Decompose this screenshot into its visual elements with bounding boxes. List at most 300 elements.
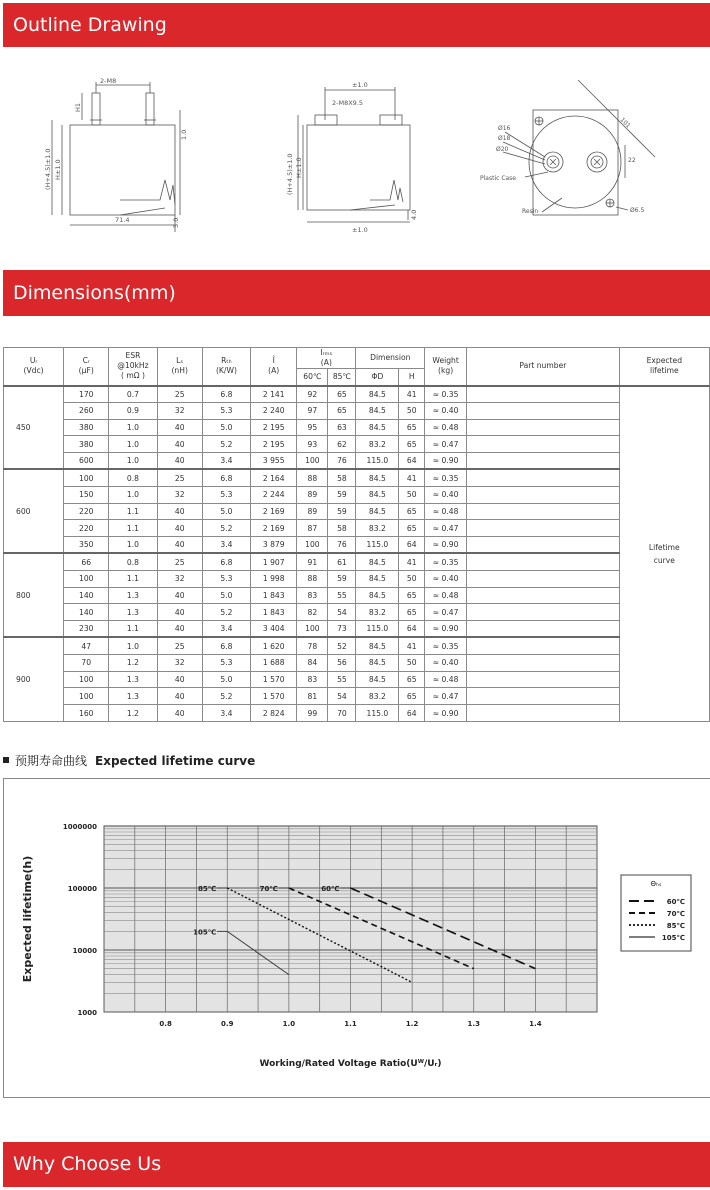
table-cell: 65	[399, 419, 425, 436]
table-cell: 25	[157, 386, 202, 403]
table-cell: 83	[297, 587, 328, 604]
table-cell: 0.8	[109, 469, 157, 486]
table-cell: 5.0	[202, 419, 250, 436]
table-cell: 40	[157, 671, 202, 688]
table-row	[4, 469, 710, 486]
header-i: Î (A)	[251, 348, 297, 386]
table-cell: 3.4	[202, 621, 250, 638]
table-cell: 84.5	[356, 553, 399, 570]
outline-drawing-side-view	[10, 60, 210, 245]
table-cell: ≈ 0.40	[425, 486, 467, 503]
legend-entry: 60℃	[666, 898, 685, 906]
table-cell: 40	[157, 621, 202, 638]
d16-label: Ø16	[498, 125, 511, 132]
table-row	[4, 503, 710, 520]
table-cell: 100	[64, 570, 109, 587]
table-row	[4, 604, 710, 621]
dimensions-table	[3, 347, 710, 722]
table-cell: 220	[64, 503, 109, 520]
table-cell-part-number	[467, 570, 620, 587]
table-cell: 63	[328, 419, 356, 436]
header-expected-lifetime: Expected lifetime	[619, 348, 709, 386]
m8-label: 2-M8	[100, 77, 117, 85]
table-cell: 40	[157, 453, 202, 470]
table-cell: 1.3	[109, 671, 157, 688]
table-cell: 1 620	[251, 637, 297, 654]
table-cell: 1.0	[109, 537, 157, 554]
lifetime-curve-heading-zh: 预期寿命曲线	[15, 754, 88, 768]
table-cell: 5.3	[202, 654, 250, 671]
table-cell: 84	[297, 654, 328, 671]
table-cell: ≈ 0.40	[425, 402, 467, 419]
lifetime-chart	[4, 779, 710, 1097]
y-tick-label: 1000	[77, 1009, 97, 1017]
table-cell: 1.0	[109, 637, 157, 654]
table-cell: ≈ 0.90	[425, 537, 467, 554]
table-cell: 78	[297, 637, 328, 654]
lifetime-chart-frame	[3, 778, 710, 1098]
table-cell: 2 164	[251, 469, 297, 486]
table-cell: 87	[297, 520, 328, 537]
table-cell-part-number	[467, 621, 620, 638]
table-cell: 1 998	[251, 570, 297, 587]
table-row	[4, 453, 710, 470]
table-row	[4, 705, 710, 722]
table-cell: 76	[328, 537, 356, 554]
h-label: H±1.0	[54, 159, 62, 180]
table-cell: 1.1	[109, 503, 157, 520]
table-cell-part-number	[467, 453, 620, 470]
table-row	[4, 419, 710, 436]
table-cell: 32	[157, 486, 202, 503]
table-cell: 3.4	[202, 453, 250, 470]
table-cell: 2 169	[251, 503, 297, 520]
table-cell: 170	[64, 386, 109, 403]
bottom-tol-label: ±1.0	[352, 226, 368, 234]
table-cell: 64	[399, 705, 425, 722]
table-cell: 160	[64, 705, 109, 722]
table-cell: 5.3	[202, 486, 250, 503]
table-cell: 59	[328, 503, 356, 520]
table-cell: 115.0	[356, 705, 399, 722]
table-cell: 260	[64, 402, 109, 419]
table-cell: 64	[399, 621, 425, 638]
table-cell: 65	[399, 604, 425, 621]
table-cell: 100	[297, 537, 328, 554]
table-cell: 2 244	[251, 486, 297, 503]
table-cell: 100	[64, 469, 109, 486]
table-cell: 55	[328, 587, 356, 604]
table-cell: 40	[157, 436, 202, 453]
table-cell: 2 240	[251, 402, 297, 419]
top-tol-label: ±1.0	[352, 81, 368, 89]
header-rth: Rₜₕ (K/W)	[202, 348, 250, 386]
table-cell: 380	[64, 436, 109, 453]
table-cell: 65	[399, 587, 425, 604]
table-cell: 1.1	[109, 570, 157, 587]
table-cell: 6.8	[202, 637, 250, 654]
table-cell: 1.3	[109, 587, 157, 604]
table-cell-part-number	[467, 503, 620, 520]
table-cell: 5.3	[202, 402, 250, 419]
header-85c: 85℃	[328, 369, 356, 386]
table-cell: 230	[64, 621, 109, 638]
table-cell: 140	[64, 604, 109, 621]
mid-h-label: H±1.0	[295, 157, 303, 178]
table-cell: 65	[399, 671, 425, 688]
table-cell: 84.5	[356, 386, 399, 403]
bottom-label: 5.0	[172, 217, 180, 228]
table-cell: 50	[399, 654, 425, 671]
table-cell: 2 824	[251, 705, 297, 722]
outline-drawing-top-view	[470, 60, 700, 245]
bullet-square	[3, 757, 9, 763]
right-dim-label: 1.0	[180, 129, 188, 140]
table-cell: ≈ 0.35	[425, 553, 467, 570]
table-cell: 5.2	[202, 520, 250, 537]
table-cell: 88	[297, 469, 328, 486]
table-cell: 83.2	[356, 436, 399, 453]
table-cell: 84.5	[356, 503, 399, 520]
table-cell: 2 141	[251, 386, 297, 403]
table-cell-part-number	[467, 520, 620, 537]
y-axis-label: Expected lifetime(h)	[21, 855, 34, 983]
table-cell: ≈ 0.47	[425, 436, 467, 453]
table-cell: 61	[328, 553, 356, 570]
dim-65-label: Ø6.5	[630, 207, 645, 214]
table-cell: 100	[297, 621, 328, 638]
table-cell: 81	[297, 688, 328, 705]
table-row	[4, 570, 710, 587]
table-cell: 150	[64, 486, 109, 503]
table-row	[4, 688, 710, 705]
lifetime-curve-heading-en: Expected lifetime curve	[95, 754, 256, 768]
table-cell: 91	[297, 553, 328, 570]
table-row	[4, 436, 710, 453]
table-cell: 93	[297, 436, 328, 453]
table-cell: 97	[297, 402, 328, 419]
table-cell: 40	[157, 688, 202, 705]
table-cell: 50	[399, 402, 425, 419]
table-cell: 40	[157, 419, 202, 436]
legend-title: Θₕₛ	[650, 880, 662, 888]
table-cell: 83.2	[356, 520, 399, 537]
table-cell: 1 843	[251, 604, 297, 621]
table-cell: 82	[297, 604, 328, 621]
table-cell: 1.1	[109, 621, 157, 638]
h1-label: H1	[74, 102, 82, 112]
table-cell: 100	[64, 688, 109, 705]
outline-drawing-banner: Outline Drawing	[3, 3, 710, 47]
table-row	[4, 637, 710, 654]
table-row	[4, 654, 710, 671]
table-cell: 76	[328, 453, 356, 470]
table-cell-part-number	[467, 604, 620, 621]
series-label: 105℃	[193, 928, 217, 937]
y-tick-label: 10000	[72, 947, 97, 955]
table-cell: ≈ 0.48	[425, 419, 467, 436]
table-cell: 66	[64, 553, 109, 570]
table-cell: 1 570	[251, 688, 297, 705]
header-h: H	[399, 369, 425, 386]
table-cell-ur: 450	[4, 386, 64, 470]
x-tick-label: 1.2	[405, 1020, 419, 1028]
table-row	[4, 402, 710, 419]
table-cell: ≈ 0.90	[425, 621, 467, 638]
table-row	[4, 553, 710, 570]
table-row	[4, 671, 710, 688]
d20-label: Ø20	[496, 146, 509, 153]
table-cell-part-number	[467, 688, 620, 705]
table-cell: 3 879	[251, 537, 297, 554]
series-label: 85℃	[198, 885, 217, 893]
table-cell: 40	[157, 705, 202, 722]
table-cell: 47	[64, 637, 109, 654]
table-cell: 84.5	[356, 637, 399, 654]
table-cell: 84.5	[356, 570, 399, 587]
table-cell: 55	[328, 671, 356, 688]
table-cell: 2 169	[251, 520, 297, 537]
dim-101-label: 101	[618, 116, 632, 130]
table-cell: 115.0	[356, 453, 399, 470]
table-cell: 58	[328, 520, 356, 537]
table-cell: 65	[399, 436, 425, 453]
table-cell: 115.0	[356, 621, 399, 638]
table-cell: 84.5	[356, 671, 399, 688]
table-cell: 56	[328, 654, 356, 671]
table-cell: 50	[399, 486, 425, 503]
table-cell: 100	[64, 671, 109, 688]
table-cell: 3 955	[251, 453, 297, 470]
y-tick-label: 1000000	[62, 823, 97, 831]
table-cell: 600	[64, 453, 109, 470]
table-cell: ≈ 0.48	[425, 587, 467, 604]
table-cell: 40	[157, 604, 202, 621]
table-cell: 2 195	[251, 419, 297, 436]
dim-22-label: 22	[628, 157, 636, 164]
table-cell: 65	[399, 688, 425, 705]
table-cell: ≈ 0.35	[425, 386, 467, 403]
y-tick-label: 100000	[67, 885, 97, 893]
dimensions-banner: Dimensions(mm)	[3, 270, 710, 316]
table-cell: 140	[64, 587, 109, 604]
table-cell: ≈ 0.35	[425, 469, 467, 486]
plastic-case-label: Plastic Case	[480, 175, 516, 182]
table-cell: 65	[328, 402, 356, 419]
table-cell: 92	[297, 386, 328, 403]
table-cell: 89	[297, 486, 328, 503]
table-cell: 84.5	[356, 402, 399, 419]
x-tick-label: 1.4	[529, 1020, 542, 1028]
table-cell: 3.4	[202, 537, 250, 554]
table-cell: 41	[399, 469, 425, 486]
table-cell: ≈ 0.35	[425, 637, 467, 654]
x-tick-label: 1.0	[282, 1020, 296, 1028]
table-cell: 64	[399, 537, 425, 554]
table-cell: 59	[328, 570, 356, 587]
resin-label: Resin	[522, 208, 539, 215]
table-cell: 5.2	[202, 688, 250, 705]
table-cell: 25	[157, 469, 202, 486]
table-row	[4, 621, 710, 638]
header-ur: Uᵣ (Vdc)	[4, 348, 64, 386]
table-cell-ur: 900	[4, 637, 64, 721]
table-cell: 5.2	[202, 436, 250, 453]
table-cell-part-number	[467, 671, 620, 688]
table-row	[4, 587, 710, 604]
table-cell: 32	[157, 570, 202, 587]
table-cell: 50	[399, 570, 425, 587]
table-cell: 84.5	[356, 654, 399, 671]
x-tick-label: 0.8	[159, 1020, 172, 1028]
table-cell: ≈ 0.90	[425, 453, 467, 470]
table-cell-part-number	[467, 386, 620, 403]
table-cell: ≈ 0.90	[425, 705, 467, 722]
table-cell: 64	[399, 453, 425, 470]
table-cell: 83.2	[356, 688, 399, 705]
table-cell: ≈ 0.48	[425, 503, 467, 520]
table-cell: 52	[328, 637, 356, 654]
x-tick-label: 1.3	[467, 1020, 480, 1028]
table-cell: 6.8	[202, 469, 250, 486]
table-cell: 115.0	[356, 537, 399, 554]
d18-label: Ø18	[498, 135, 511, 142]
table-row	[4, 520, 710, 537]
table-cell: 1.1	[109, 520, 157, 537]
table-cell: 3.4	[202, 705, 250, 722]
table-cell-part-number	[467, 436, 620, 453]
series-label: 60℃	[321, 885, 340, 893]
table-row	[4, 537, 710, 554]
header-ls: Lₛ (nH)	[157, 348, 202, 386]
table-cell: 59	[328, 486, 356, 503]
table-cell: ≈ 0.47	[425, 688, 467, 705]
legend-entry: 85℃	[666, 922, 685, 930]
table-cell-part-number	[467, 402, 620, 419]
table-cell: 100	[297, 453, 328, 470]
header-esr: ESR @10kHz ( mΩ )	[109, 348, 157, 386]
table-cell: 25	[157, 637, 202, 654]
table-cell-part-number	[467, 587, 620, 604]
header-irms: Iᵣₘₛ (A)	[297, 348, 356, 369]
table-cell-lifetime-curve: Lifetime curve	[619, 386, 709, 722]
outline-drawing-front-view	[270, 60, 440, 245]
legend-entry: 105℃	[661, 934, 685, 942]
table-cell: 5.0	[202, 503, 250, 520]
table-cell: ≈ 0.40	[425, 654, 467, 671]
table-cell: 1.0	[109, 419, 157, 436]
table-cell-part-number	[467, 553, 620, 570]
table-cell: 6.8	[202, 553, 250, 570]
table-cell: 65	[399, 503, 425, 520]
header-cr: Cᵣ (μF)	[64, 348, 109, 386]
table-cell: ≈ 0.47	[425, 604, 467, 621]
table-cell: 84.5	[356, 486, 399, 503]
side-label: 4.0	[410, 209, 418, 220]
mid-h-tol-label: (H+4.5)±1.0	[286, 153, 294, 195]
table-cell: 84.5	[356, 587, 399, 604]
table-cell-part-number	[467, 654, 620, 671]
table-cell: ≈ 0.40	[425, 570, 467, 587]
header-d: ΦD	[356, 369, 399, 386]
table-cell: 58	[328, 469, 356, 486]
table-cell: 73	[328, 621, 356, 638]
lifetime-curve-heading	[3, 752, 255, 769]
table-cell: 1.2	[109, 654, 157, 671]
width-label: 71.4	[115, 216, 130, 224]
table-cell: 1.0	[109, 453, 157, 470]
table-cell: 380	[64, 419, 109, 436]
x-axis-label: Working/Rated Voltage Ratio(Uᵂ/Uᵣ)	[259, 1059, 442, 1069]
table-cell: 32	[157, 654, 202, 671]
table-cell-part-number	[467, 419, 620, 436]
table-cell: 83.2	[356, 604, 399, 621]
table-cell: 89	[297, 503, 328, 520]
table-cell: 54	[328, 604, 356, 621]
table-cell: 1.3	[109, 604, 157, 621]
table-cell: 1 907	[251, 553, 297, 570]
table-cell: 40	[157, 587, 202, 604]
table-cell: 70	[64, 654, 109, 671]
table-cell: 1 843	[251, 587, 297, 604]
table-row	[4, 486, 710, 503]
header-60c: 60℃	[297, 369, 328, 386]
table-cell: 0.7	[109, 386, 157, 403]
h-tol-label: (H+4.5)±1.0	[44, 148, 52, 190]
table-cell-part-number	[467, 637, 620, 654]
table-cell: 1 570	[251, 671, 297, 688]
why-choose-us-banner: Why Choose Us	[3, 1142, 710, 1187]
table-cell: 1.0	[109, 436, 157, 453]
table-cell: 5.0	[202, 671, 250, 688]
table-cell: 0.9	[109, 402, 157, 419]
m8x95-label: 2-M8X9.5	[332, 99, 364, 107]
table-cell: 5.3	[202, 570, 250, 587]
table-cell: ≈ 0.48	[425, 671, 467, 688]
table-cell: 70	[328, 705, 356, 722]
table-cell: 88	[297, 570, 328, 587]
table-cell: 84.5	[356, 419, 399, 436]
table-cell: 40	[157, 503, 202, 520]
table-cell-ur: 800	[4, 553, 64, 637]
table-cell: 5.0	[202, 587, 250, 604]
table-cell: 65	[328, 386, 356, 403]
table-cell: 40	[157, 520, 202, 537]
table-cell: 5.2	[202, 604, 250, 621]
table-cell-part-number	[467, 486, 620, 503]
header-weight: Weight (kg)	[425, 348, 467, 386]
table-cell: 350	[64, 537, 109, 554]
table-cell: 41	[399, 637, 425, 654]
table-cell: 1 688	[251, 654, 297, 671]
table-cell: 41	[399, 386, 425, 403]
header-dimension: Dimension	[356, 348, 425, 369]
table-cell-part-number	[467, 469, 620, 486]
table-cell: 2 195	[251, 436, 297, 453]
table-cell: 40	[157, 537, 202, 554]
series-label: 70℃	[259, 885, 278, 893]
table-cell-ur: 600	[4, 469, 64, 553]
table-cell: 62	[328, 436, 356, 453]
table-cell: 0.8	[109, 553, 157, 570]
table-cell: 1.0	[109, 486, 157, 503]
x-tick-label: 1.1	[344, 1020, 357, 1028]
table-cell: 41	[399, 553, 425, 570]
table-cell: 1.2	[109, 705, 157, 722]
table-cell: ≈ 0.47	[425, 520, 467, 537]
table-cell: 3 404	[251, 621, 297, 638]
table-cell: 220	[64, 520, 109, 537]
